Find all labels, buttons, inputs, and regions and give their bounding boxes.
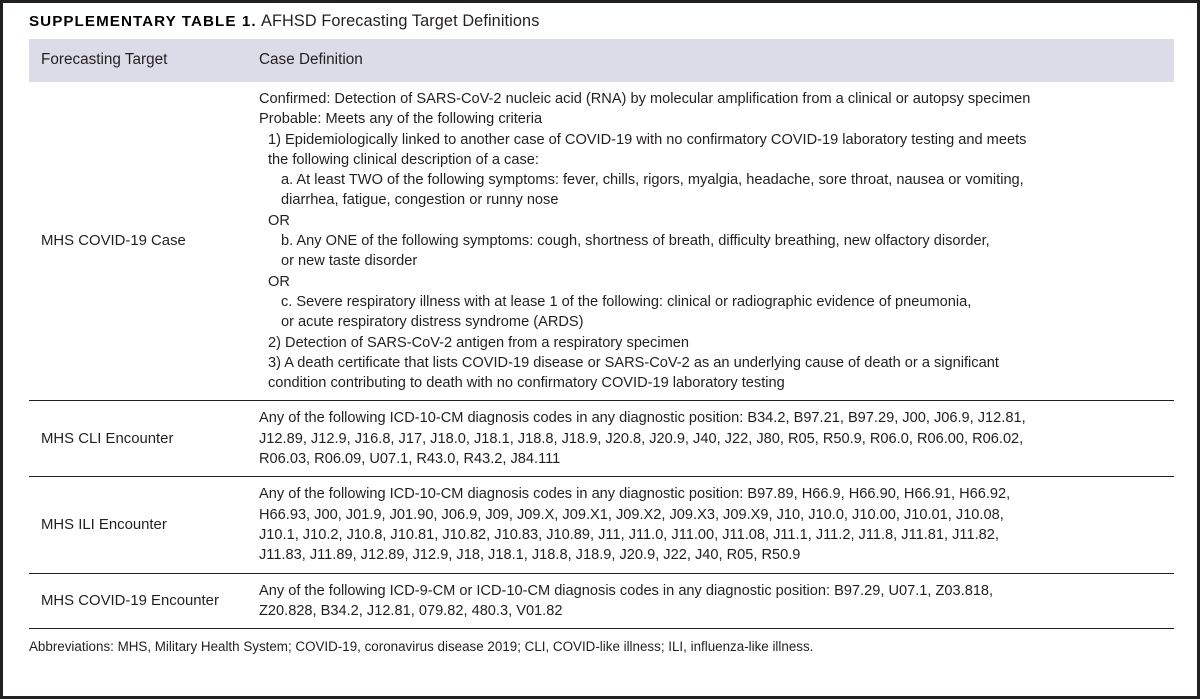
table-row — [29, 573, 1174, 629]
table-header-row — [29, 39, 1174, 82]
forecasting-target-label: MHS CLI Encounter — [29, 401, 251, 477]
definition-line: Z20.828, B34.2, J12.81, 079.82, 480.3, V01.82 — [259, 602, 563, 619]
table-title-text: AFHSD Forecasting Target Definitions — [261, 12, 540, 30]
definition-line: OR — [268, 212, 290, 229]
definition-line: or new taste disorder — [281, 253, 418, 270]
definition-line: Probable: Meets any of the following criteria — [259, 111, 543, 128]
case-definition-cell — [251, 82, 1174, 401]
definition-line: Confirmed: Detection of SARS-CoV-2 nucleic acid (RNA) by molecular amplification from a clinical or autopsy specimen — [259, 91, 1031, 107]
definition-line: the following clinical description of a case: — [268, 151, 539, 168]
definition-line: H66.93, J00, J01.9, J01.90, J06.9, J09, J09.X, J09.X1, J09.X2, J09.X3, J09.X9, J10, J10.0, J10.00, J10.01, J10.08, — [259, 506, 1004, 523]
table-body — [29, 82, 1174, 629]
forecasting-target-label: MHS COVID-19 Encounter — [29, 573, 251, 629]
case-definition-cell — [251, 477, 1174, 573]
definition-line: OR — [268, 273, 290, 290]
forecasting-target-label: MHS COVID-19 Case — [29, 82, 251, 401]
definition-line: R06.03, R06.09, U07.1, R43.0, R43.2, J84.111 — [259, 451, 561, 468]
forecasting-target-label: MHS ILI Encounter — [29, 477, 251, 573]
table-row — [29, 477, 1174, 573]
definition-line: J11.83, J11.89, J12.89, J12.9, J18, J18.1, J18.8, J18.9, J20.9, J22, J40, R05, R50.9 — [259, 547, 801, 564]
definition-line: c. Severe respiratory illness with at lease 1 of the following: clinical or radiographic evidence of pneumonia, — [281, 293, 972, 310]
definition-line: 3) A death certificate that lists COVID-19 disease or SARS-CoV-2 as an underlying cause of death or a significant — [268, 354, 999, 371]
case-definition-cell — [251, 401, 1174, 477]
definition-line: a. At least TWO of the following symptoms: fever, chills, rigors, myalgia, headache, sore throat, nausea or vomiting, — [281, 172, 1024, 189]
table-title — [3, 3, 1197, 39]
definition-line: diarrhea, fatigue, congestion or runny nose — [281, 192, 559, 209]
definition-line: Any of the following ICD-10-CM diagnosis codes in any diagnostic position: B97.89, H66.9, H66.90, H66.91, H66.92, — [259, 486, 1011, 503]
table-row — [29, 82, 1174, 401]
column-header-forecasting-target: Forecasting Target — [29, 39, 251, 82]
definition-line: or acute respiratory distress syndrome (ARDS) — [281, 314, 584, 331]
case-definition-cell — [251, 573, 1174, 629]
table-container — [3, 39, 1197, 629]
definition-line: Any of the following ICD-9-CM or ICD-10-CM diagnosis codes in any diagnostic position: B97.29, U07.1, Z03.818, — [259, 582, 994, 599]
definition-line: condition contributing to death with no confirmatory COVID-19 laboratory testing — [268, 375, 785, 392]
table-title-label: SUPPLEMENTARY TABLE 1. — [29, 13, 257, 30]
definition-line: 1) Epidemiologically linked to another case of COVID-19 with no confirmatory COVID-19 laboratory testing and meets — [268, 131, 1027, 148]
definition-line: b. Any ONE of the following symptoms: cough, shortness of breath, difficulty breathing, new olfactory disorder, — [281, 233, 990, 250]
definition-line: 2) Detection of SARS-CoV-2 antigen from a respiratory specimen — [268, 334, 689, 351]
definition-line: Any of the following ICD-10-CM diagnosis codes in any diagnostic position: B34.2, B97.21, B97.29, J00, J06.9, J12.81, — [259, 410, 1026, 427]
table-footnote: Abbreviations: MHS, Military Health System; COVID-19, coronavirus disease 2019; CLI, COVID-like illness; ILI, influenza-like illness. — [29, 639, 814, 655]
column-header-case-definition: Case Definition — [251, 39, 1174, 82]
definitions-table — [29, 39, 1174, 629]
table-row — [29, 401, 1174, 477]
definition-line: J12.89, J12.9, J16.8, J17, J18.0, J18.1, J18.8, J18.9, J20.8, J20.9, J40, J22, J80, R05, R50.9, R06.0, R06.00, R06.02, — [259, 430, 1024, 447]
table-header — [29, 39, 1174, 82]
definition-line: J10.1, J10.2, J10.8, J10.81, J10.82, J10.83, J10.89, J11, J11.0, J11.00, J11.08, J11.1, J11.2, J11.8, J11.81, J11.82, — [259, 526, 999, 543]
